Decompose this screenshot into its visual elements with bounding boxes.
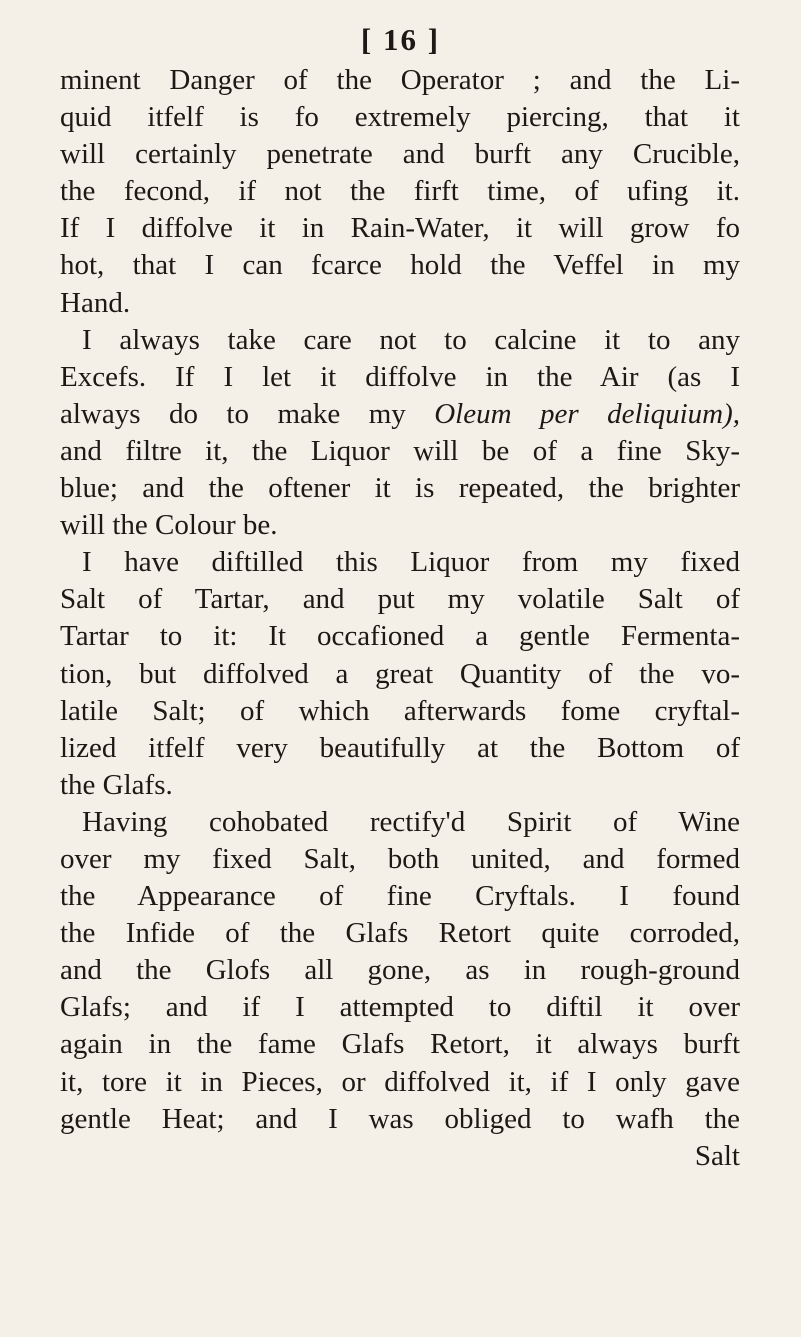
text-line	[60, 730, 740, 767]
text-line	[60, 656, 740, 693]
text-line-content: always do to make my	[60, 397, 435, 430]
text-line	[60, 396, 740, 433]
text-line-content: Hand.	[60, 286, 131, 319]
text-line-content: blue; and the oftener it is repeated, the brighter	[60, 472, 740, 505]
text-line	[60, 989, 740, 1026]
text-line-content: will certainly penetrate and burft any Crucible,	[60, 138, 740, 171]
text-line	[60, 433, 740, 470]
text-line-content: gentle Heat; and I was obliged to wafh the	[60, 1102, 740, 1135]
text-line-content: and the Glofs all gone, as in rough-ground	[60, 954, 740, 987]
text-line-content: Salt of Tartar, and put my volatile Salt of	[60, 583, 740, 616]
text-line	[60, 507, 740, 544]
text-line	[60, 359, 740, 396]
text-line	[60, 136, 740, 173]
text-line-content: Having cohobated rectify'd Spirit of Wine	[82, 805, 740, 838]
text-line	[60, 804, 740, 841]
text-line	[60, 693, 740, 730]
italic-phrase: Oleum per deliquium),	[434, 397, 740, 430]
page-number: [ 16 ]	[360, 22, 441, 57]
text-line	[60, 618, 740, 655]
text-line	[60, 841, 740, 878]
body-text	[60, 62, 740, 1175]
text-line-content: Tartar to it: It occafioned a gentle Fermenta-	[60, 620, 740, 653]
text-line-content: hot, that I can fcarce hold the Veffel in my	[60, 249, 740, 282]
text-line-content: lized itfelf very beautifully at the Bottom of	[60, 731, 740, 764]
text-line-content: If I diffolve it in Rain-Water, it will grow fo	[60, 212, 740, 245]
text-line	[60, 99, 740, 136]
text-line-content: will the Colour be.	[60, 509, 278, 542]
text-line-content: tion, but diffolved a great Quantity of the vo-	[60, 657, 740, 690]
text-line-content: Glafs; and if I attempted to diftil it over	[60, 991, 740, 1024]
text-line-content: and filtre it, the Liquor will be of a fine Sky-	[60, 434, 740, 467]
text-line	[60, 952, 740, 989]
text-line-content: it, tore it in Pieces, or diffolved it, if I only gave	[60, 1065, 740, 1098]
text-line-content: the fecond, if not the firft time, of ufing it.	[60, 175, 740, 208]
text-line	[60, 210, 740, 247]
text-line	[60, 544, 740, 581]
text-line-content: the Appearance of fine Cryftals. I found	[60, 880, 740, 913]
text-line	[60, 915, 740, 952]
text-line	[60, 581, 740, 618]
text-line	[60, 878, 740, 915]
text-line-content: I always take care not to calcine it to any	[82, 323, 740, 356]
text-line-content: over my fixed Salt, both united, and formed	[60, 842, 740, 875]
text-line	[60, 247, 740, 284]
text-line	[60, 1101, 740, 1138]
text-line	[60, 470, 740, 507]
text-line	[60, 1064, 740, 1101]
text-line-content: Excefs. If I let it diffolve in the Air (as I	[60, 360, 740, 393]
text-line-content: quid itfelf is fo extremely piercing, that it	[60, 101, 740, 134]
text-line-content: the Infide of the Glafs Retort quite corroded,	[60, 917, 740, 950]
text-line	[60, 1026, 740, 1063]
catchword: Salt	[694, 1139, 740, 1172]
text-line-content: again in the fame Glafs Retort, it always burft	[60, 1028, 740, 1061]
text-line-content: latile Salt; of which afterwards fome cryftal-	[60, 694, 740, 727]
text-line-content: the Glafs.	[60, 768, 173, 801]
text-line	[60, 322, 740, 359]
text-line	[60, 62, 740, 99]
text-line-content: I have diftilled this Liquor from my fixed	[82, 546, 740, 579]
text-line	[60, 173, 740, 210]
text-line	[60, 285, 740, 322]
text-line	[60, 767, 740, 804]
text-line-content: minent Danger of the Operator ; and the Li-	[60, 64, 740, 96]
